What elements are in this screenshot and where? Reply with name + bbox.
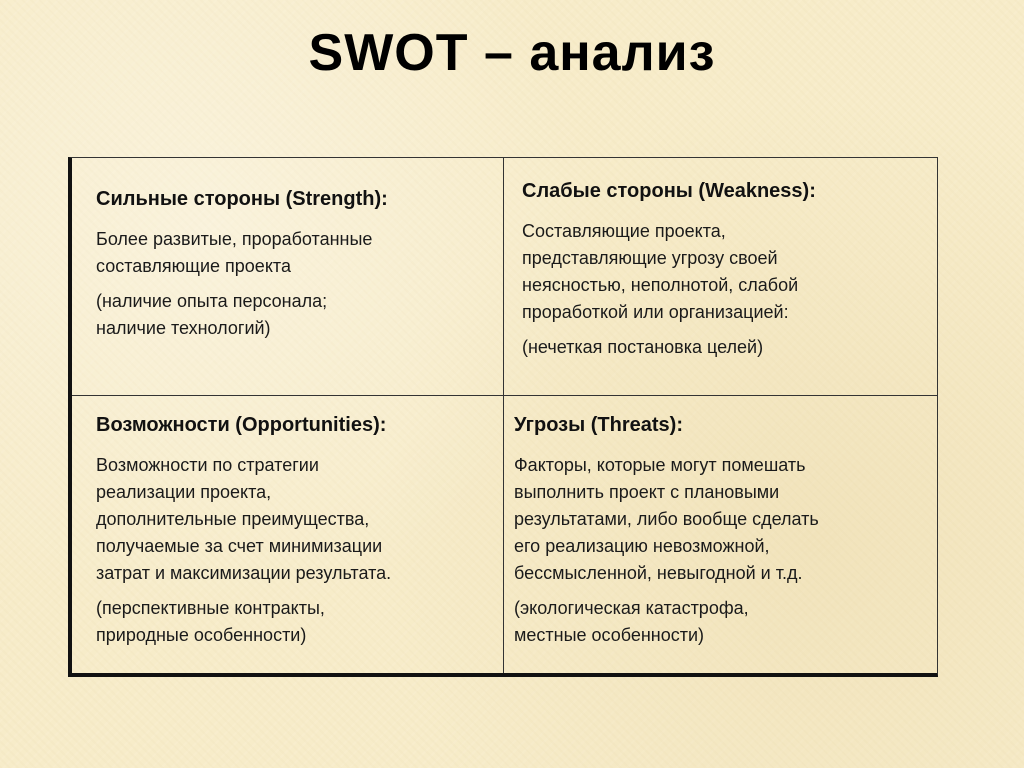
swot-table xyxy=(68,157,938,677)
opportunities-cell xyxy=(72,396,504,673)
opportunities-description: Возможности по стратегии реализации проекта, дополнительные преимущества, получаемые за счет минимизации затрат и максимизации результата. xyxy=(96,455,392,583)
weaknesses-cell xyxy=(504,158,937,396)
weaknesses-heading: Слабые стороны (Weakness): xyxy=(522,180,816,202)
strengths-cell xyxy=(72,158,504,396)
threats-cell xyxy=(504,396,937,673)
threats-examples: (экологическая катастрофа, местные особенности) xyxy=(514,598,749,645)
strengths-description: Более развитые, проработанные составляющие проекта xyxy=(96,229,373,276)
page-title: SWOT – анализ xyxy=(308,24,716,82)
weaknesses-description: Составляющие проекта, представляющие угрозу своей неясностью, неполнотой, слабой проработкой или организацией: xyxy=(522,221,799,322)
opportunities-heading: Возможности (Opportunities): xyxy=(96,414,387,436)
opportunities-examples: (перспективные контракты, природные особенности) xyxy=(96,598,325,645)
weaknesses-examples: (нечеткая постановка целей) xyxy=(522,337,764,357)
strengths-heading: Сильные стороны (Strength): xyxy=(96,188,388,210)
strengths-examples: (наличие опыта персонала; наличие технологий) xyxy=(96,291,328,338)
threats-heading: Угрозы (Threats): xyxy=(514,414,683,436)
threats-description: Факторы, которые могут помешать выполнить проект с плановыми результатами, либо вообще сделать его реализацию невозможной, бессмысленной, невыгодной и т.д. xyxy=(514,455,819,583)
